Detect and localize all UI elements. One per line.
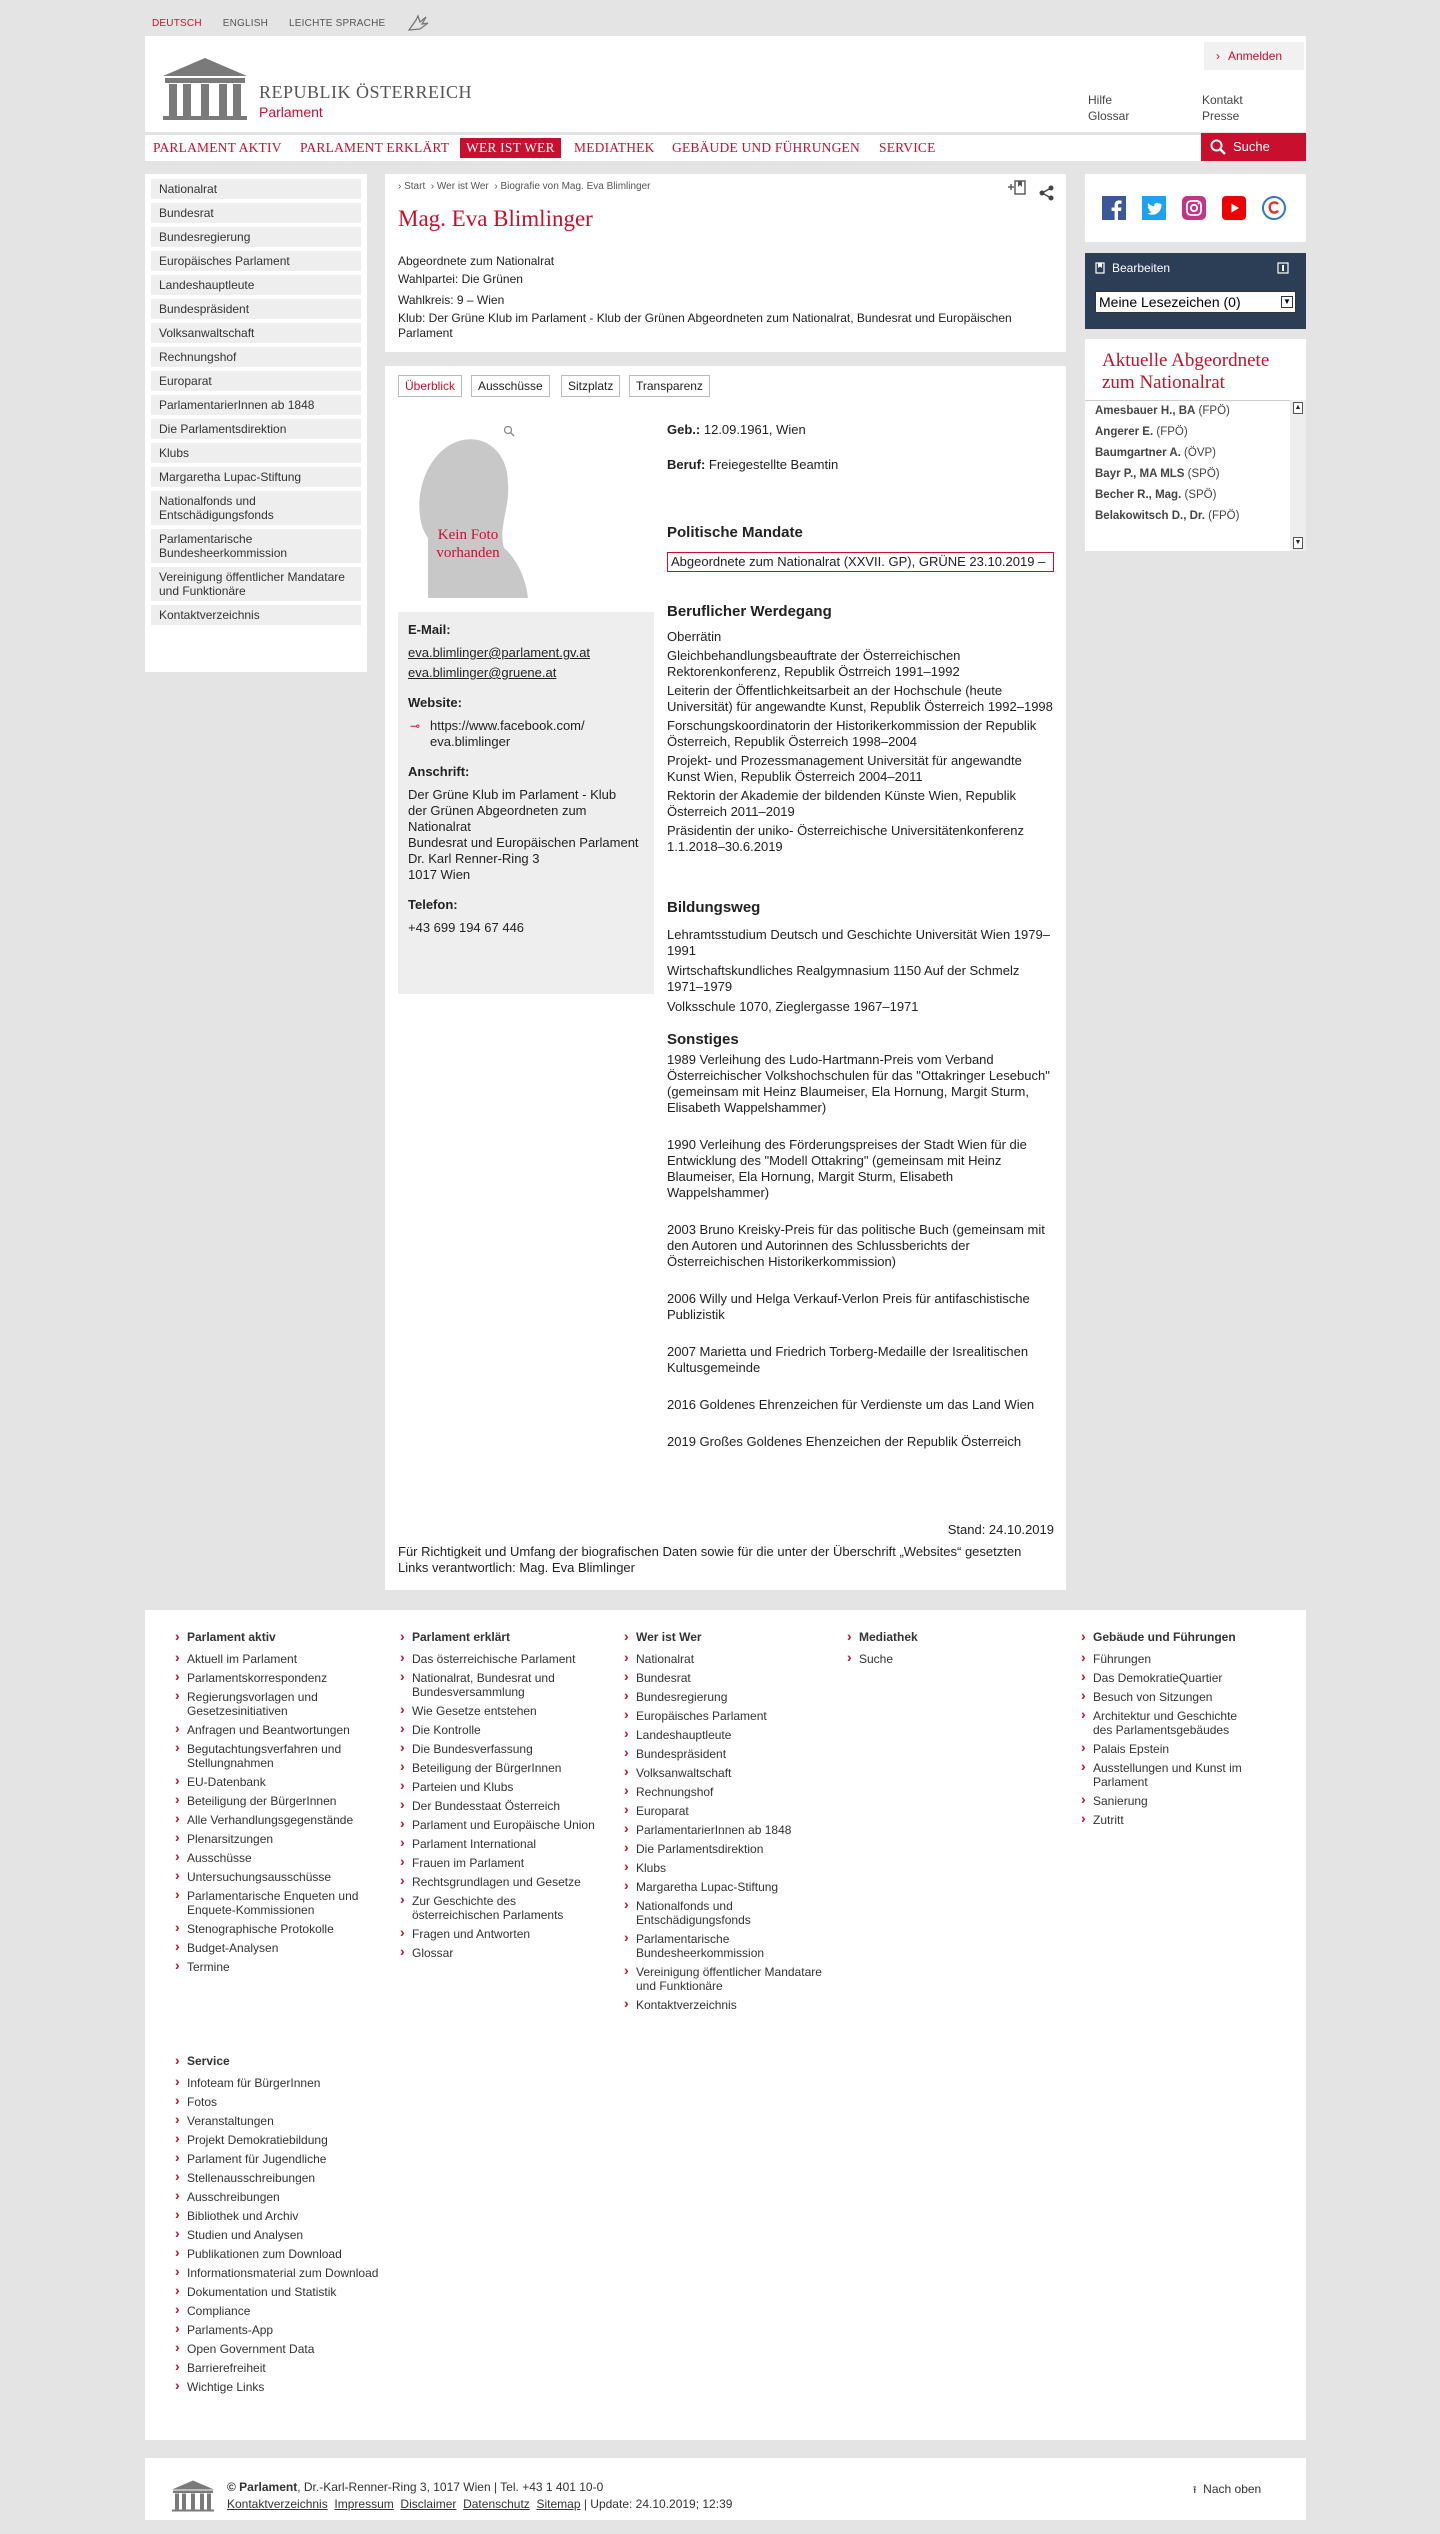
footer-list: [175, 1652, 380, 1974]
footer-link[interactable]: › Parlament International: [400, 1837, 605, 1851]
website-label: Website:: [408, 695, 462, 710]
twitter-icon[interactable]: [1142, 196, 1166, 220]
footer-link[interactable]: › Ausschüsse: [175, 1851, 380, 1865]
sidebar-item[interactable]: Europäisches Parlament: [151, 251, 361, 271]
scroll-up-icon[interactable]: ▲: [1293, 402, 1303, 414]
footer-link[interactable]: › Alle Verhandlungsgegenstände: [175, 1813, 380, 1827]
bottom-link-sitemap[interactable]: Sitemap: [536, 2497, 581, 2511]
brand-title: REPUBLIK ÖSTERREICH: [259, 82, 473, 102]
footer-link[interactable]: › Volksanwaltschaft: [624, 1766, 829, 1780]
sonstiges-item: 1990 Verleihung des Förderungspreises der Stadt Wien für die Entwicklung des "Modell Ottakring" (gemeinsam mit Heinz Blaumeiser, Ela Hornung, Margit Sturm, Elisabeth Wappelshammer): [667, 1137, 1027, 1200]
sidebar-item[interactable]: Die Parlamentsdirektion: [151, 419, 361, 439]
footer-col-mediathek: [847, 1630, 1052, 1671]
footer-link[interactable]: › Beteiligung der BürgerInnen: [400, 1761, 605, 1775]
footer-link[interactable]: › Compliance: [175, 2304, 380, 2318]
footer-link[interactable]: › Rechtsgrundlagen und Gesetze: [400, 1875, 605, 1889]
bildung-item: Lehramtsstudium Deutsch und Geschichte Universität Wien 1979–1991: [667, 927, 1050, 958]
member-item[interactable]: [1085, 422, 1290, 443]
sidebar-item[interactable]: Vereinigung öffentlicher Mandatare und Funktionäre: [151, 567, 361, 601]
bottom-address: [227, 2480, 603, 2494]
birth-label: Geb.:: [667, 422, 701, 437]
lang-english[interactable]: ENGLISH: [222, 17, 269, 29]
footer-link[interactable]: › Regierungsvorlagen und Gesetzesinitiativen: [175, 1690, 380, 1718]
zoom-icon[interactable]: [503, 425, 515, 437]
bottom-link-kontaktverzeichnis[interactable]: Kontaktverzeichnis: [227, 2497, 328, 2511]
bildung-item: Volksschule 1070, Zieglergasse 1967–1971: [667, 999, 919, 1014]
footer-link[interactable]: › Bundespräsident: [624, 1747, 829, 1761]
glossar-link[interactable]: Glossar: [1088, 109, 1130, 123]
sonstiges-item: 2016 Goldenes Ehrenzeichen für Verdienste um das Land Wien: [667, 1397, 1035, 1412]
member-party: (FPÖ): [1198, 405, 1230, 417]
nav-parlament-aktiv[interactable]: PARLAMENT AKTIV: [153, 140, 282, 155]
footer-link[interactable]: › Wichtige Links: [175, 2380, 380, 2394]
search-icon: [1210, 139, 1226, 155]
sidebar-list: [151, 179, 361, 625]
sign-language-icon[interactable]: [406, 14, 430, 32]
footer-heading[interactable]: › Gebäude und Führungen: [1081, 1630, 1256, 1644]
lang-deutsch[interactable]: DEUTSCH: [152, 17, 202, 29]
footer-link[interactable]: › Open Government Data: [175, 2342, 380, 2356]
sidebar-item[interactable]: Klubs: [151, 443, 361, 463]
footer-link[interactable]: › Klubs: [624, 1861, 829, 1875]
member-item[interactable]: [1085, 464, 1290, 485]
bildung-item: Wirtschaftskundliches Realgymnasium 1150 Auf der Schmelz 1971–1979: [667, 963, 1020, 994]
bookmarks-select[interactable]: [1095, 291, 1296, 313]
nav-parlament-erklaert[interactable]: PARLAMENT ERKLÄRT: [300, 140, 450, 155]
footer-link[interactable]: › Margaretha Lupac-Stiftung: [624, 1880, 829, 1894]
birth-info: [667, 422, 1057, 438]
werdegang-item: Gleichbehandlungsbeauftrate der Österreichischen Rektorenkonferenz, Republik Östrreich 1991–1992: [667, 648, 961, 679]
sidebar-item[interactable]: ParlamentarierInnen ab 1848: [151, 395, 361, 415]
edit-toggle-icon[interactable]: [1277, 262, 1289, 274]
footer-link[interactable]: › Barrierefreiheit: [175, 2361, 380, 2375]
member-item[interactable]: [1085, 485, 1290, 506]
hilfe-link[interactable]: Hilfe: [1088, 93, 1113, 107]
footer-col-wer-ist-wer: [624, 1630, 829, 2017]
member-party: (SPÖ): [1184, 489, 1217, 501]
sonstiges-item: 1989 Verleihung des Ludo-Hartmann-Preis vom Verband Österreichischer Volkshochschulen für das "Ottakringer Lesebuch" (gemeinsam mit Heinz Blaumeiser, Ela Hornung, Margit Sturm, Elisabeth Wappelshammer): [667, 1052, 1050, 1115]
presse-link[interactable]: Presse: [1202, 109, 1240, 123]
website-link[interactable]: [408, 718, 618, 750]
footer-link[interactable]: › Termine: [175, 1960, 380, 1974]
sidebar-item[interactable]: Europarat: [151, 371, 361, 391]
person-party: Wahlpartei: Die Grünen: [398, 272, 523, 286]
footer-link[interactable]: › Bibliothek und Archiv: [175, 2209, 380, 2223]
footer-link[interactable]: › Rechnungshof: [624, 1785, 829, 1799]
footer-link[interactable]: › Parteien und Klubs: [400, 1780, 605, 1794]
address-line-3: Dr. Karl Renner-Ring 3: [408, 851, 540, 866]
language-bar: [152, 14, 430, 32]
sidebar-item[interactable]: Kontaktverzeichnis: [151, 605, 361, 625]
external-link-icon: ⊸: [410, 719, 421, 733]
breadcrumb-arrow-icon: ›: [430, 181, 437, 192]
mandate-box: Abgeordnete zum Nationalrat (XXVII. GP), GRÜNE 23.10.2019 –: [667, 552, 1054, 572]
birth-value: 12.09.1961, Wien: [703, 422, 806, 437]
member-item[interactable]: [1085, 506, 1290, 527]
footer-link[interactable]: › Die Kontrolle: [400, 1723, 605, 1737]
footer-link[interactable]: › Stellenausschreibungen: [175, 2171, 380, 2185]
sidebar-item[interactable]: Bundesregierung: [151, 227, 361, 247]
bookmark-icon: [1095, 262, 1105, 274]
footer-heading[interactable]: › Parlament aktiv: [175, 1630, 380, 1644]
login-button[interactable]: [1204, 42, 1304, 70]
search-label: Suche: [1233, 139, 1270, 154]
footer-link[interactable]: › ParlamentarierInnen ab 1848: [624, 1823, 829, 1837]
footer-link[interactable]: › Architektur und Geschichte des Parlamentsgebäudes: [1081, 1709, 1256, 1737]
facebook-icon[interactable]: [1102, 196, 1126, 220]
parliament-small-logo-icon: [170, 2478, 216, 2512]
footer-link[interactable]: › Fotos: [175, 2095, 380, 2109]
footer-link[interactable]: › Bundesrat: [624, 1671, 829, 1685]
footer-col-service: [175, 2054, 380, 2399]
footer-link[interactable]: › Suche: [847, 1652, 1052, 1666]
section-sonstiges: Sonstiges: [667, 1031, 739, 1048]
sidebar-item[interactable]: Nationalrat: [151, 179, 361, 199]
share-icon[interactable]: [1039, 185, 1055, 201]
back-to-top-label: Nach oben: [1203, 2482, 1262, 2496]
sonstiges-item: 2006 Willy und Helga Verkauf-Verlon Preis für antifaschistische Publizistik: [667, 1291, 1030, 1322]
footer-link[interactable]: › Parlamentarische Enqueten und Enquete-Kommissionen: [175, 1889, 380, 1917]
footer-link[interactable]: › Begutachtungsverfahren und Stellungnahmen: [175, 1742, 380, 1770]
header-links-left: [1088, 92, 1129, 124]
sidebar-item[interactable]: Margaretha Lupac-Stiftung: [151, 467, 361, 487]
breadcrumb-wer-ist-wer[interactable]: Wer ist Wer: [436, 181, 489, 192]
person-district: Wahlkreis: 9 – Wien: [398, 293, 505, 307]
footer-link[interactable]: › Glossar: [400, 1946, 605, 1960]
bookmark-add-icon[interactable]: [1007, 180, 1027, 196]
address-line-4: 1017 Wien: [408, 867, 471, 882]
footer-list: [400, 1652, 605, 1960]
email-label: E-Mail:: [408, 622, 451, 637]
footer-link[interactable]: › Das DemokratieQuartier: [1081, 1671, 1256, 1685]
footer-link[interactable]: › Parlament für Jugendliche: [175, 2152, 380, 2166]
main-navigation: [145, 133, 1306, 161]
brand-subtitle: Parlament: [259, 104, 323, 120]
footer-link[interactable]: › Zutritt: [1081, 1813, 1256, 1827]
telefon-value: +43 699 194 67 446: [408, 920, 525, 935]
contact-box: [398, 612, 654, 994]
footer-link[interactable]: › Plenarsitzungen: [175, 1832, 380, 1846]
tab-transparenz[interactable]: Transparenz: [629, 375, 710, 397]
sidebar-item[interactable]: Volksanwaltschaft: [151, 323, 361, 343]
footer-link[interactable]: › Aktuell im Parlament: [175, 1652, 380, 1666]
podcast-icon[interactable]: [1262, 196, 1286, 220]
footer-link[interactable]: › Nationalrat: [624, 1652, 829, 1666]
aktuelle-abgeordnete-title: Aktuelle Abgeordnete zum Nationalrat: [1102, 350, 1270, 393]
footer-link[interactable]: › EU-Datenbank: [175, 1775, 380, 1789]
footer-link[interactable]: › Kontaktverzeichnis: [624, 1998, 829, 2012]
profession-label: Beruf:: [667, 457, 706, 472]
footer-link[interactable]: › Frauen im Parlament: [400, 1856, 605, 1870]
member-party: (ÖVP): [1184, 447, 1216, 459]
member-name: Belakowitsch D., Dr.: [1095, 510, 1205, 522]
section-politische-mandate: Politische Mandate: [667, 524, 803, 541]
member-name: Becher R., Mag.: [1095, 489, 1182, 501]
sidebar: [145, 174, 367, 672]
person-silhouette-icon: [408, 428, 528, 598]
footer-link[interactable]: › Projekt Demokratiebildung: [175, 2133, 380, 2147]
address-line-1: Der Grüne Klub im Parlament - Klub der Grünen Abgeordneten zum Nationalrat: [408, 787, 617, 834]
member-item[interactable]: [1085, 443, 1290, 464]
breadcrumb-current: Biografie von Mag. Eva Blimlinger: [500, 181, 651, 192]
page-title: Mag. Eva Blimlinger: [398, 206, 593, 231]
sidebar-item[interactable]: Bundespräsident: [151, 299, 361, 319]
footer-link[interactable]: › Landeshauptleute: [624, 1728, 829, 1742]
youtube-icon[interactable]: [1222, 196, 1246, 220]
werdegang-item: Projekt- und Prozessmanagement Universität für angewandte Kunst Wien, Republik Österreich 2004–2011: [667, 753, 1022, 784]
member-item[interactable]: [1085, 401, 1290, 422]
footer-list: [624, 1652, 829, 2012]
footer-link[interactable]: › Beteiligung der BürgerInnen: [175, 1794, 380, 1808]
bottom-update: | Update: 24.10.2019; 12:39: [583, 2497, 733, 2511]
footer-link[interactable]: › Vereinigung öffentlicher Mandatare und Funktionäre: [624, 1965, 829, 1993]
footer-link[interactable]: › Publikationen zum Download: [175, 2247, 380, 2261]
disclaimer-text: Für Richtigkeit und Umfang der biografischen Daten sowie für die unter der Überschrift „Websites“ gesetzten Links verantwortlich: Mag. Eva Blimlinger: [398, 1544, 1022, 1575]
footer-link[interactable]: › Parlamentarische Bundesheerkommission: [624, 1932, 829, 1960]
instagram-icon[interactable]: [1182, 196, 1206, 220]
member-party: (FPÖ): [1156, 426, 1188, 438]
footer-list: [175, 2076, 380, 2394]
bottom-link-datenschutz[interactable]: Datenschutz: [463, 2497, 530, 2511]
werdegang-item: Rektorin der Akademie der bildenden Künste Wien, Republik Österreich 2011–2019: [667, 788, 1017, 819]
footer-link[interactable]: › Die Parlamentsdirektion: [624, 1842, 829, 1856]
footer-link[interactable]: › Dokumentation und Statistik: [175, 2285, 380, 2299]
member-party: (FPÖ): [1208, 510, 1240, 522]
footer-col-gebaeude: [1081, 1630, 1256, 1832]
person-role: Abgeordnete zum Nationalrat: [398, 254, 555, 268]
footer-link[interactable]: › Führungen: [1081, 1652, 1256, 1666]
tab-ueberblick[interactable]: Überblick: [398, 375, 462, 397]
sonstiges-item: 2019 Großes Goldenes Ehenzeichen der Republik Österreich: [667, 1434, 1022, 1449]
tab-sitzplatz[interactable]: Sitzplatz: [561, 375, 620, 397]
nav-mediathek[interactable]: MEDIATHEK: [574, 140, 655, 155]
email-link-2[interactable]: eva.blimlinger@gruene.at: [408, 665, 557, 680]
werdegang-item: Forschungskoordinatorin der Historikerkommission der Republik Österreich, Republik Österreich 1998–2004: [667, 718, 1037, 749]
sidebar-item[interactable]: Parlamentarische Bundesheerkommission: [151, 529, 361, 563]
footer-link[interactable]: › Der Bundesstaat Österreich: [400, 1799, 605, 1813]
member-name: Amesbauer H., BA: [1095, 405, 1196, 417]
footer-link[interactable]: › Parlamentskorrespondenz: [175, 1671, 380, 1685]
arrow-up-icon: ⭱: [1193, 2485, 1197, 2496]
nav-service[interactable]: SERVICE: [879, 140, 936, 155]
bookmark-panel: [1085, 253, 1306, 329]
breadcrumb-arrow-icon: ›: [494, 181, 501, 192]
footer-link[interactable]: › Fragen und Antworten: [400, 1927, 605, 1941]
footer-link[interactable]: › Bundesregierung: [624, 1690, 829, 1704]
footer-heading[interactable]: › Parlament erklärt: [400, 1630, 605, 1644]
footer-link[interactable]: › Europarat: [624, 1804, 829, 1818]
address-label: Anschrift:: [408, 764, 470, 779]
chevron-right-icon: ›: [1216, 49, 1220, 63]
bildung-list: [667, 927, 1057, 1019]
sonstiges-list: [667, 1052, 1057, 1471]
sidebar-item[interactable]: Landeshauptleute: [151, 275, 361, 295]
footer-list: [847, 1652, 1052, 1666]
footer-link[interactable]: › Ausstellungen und Kunst im Parlament: [1081, 1761, 1256, 1789]
kontakt-link[interactable]: Kontakt: [1202, 93, 1243, 107]
telefon-label: Telefon:: [408, 897, 458, 912]
bottom-link-disclaimer[interactable]: Disclaimer: [400, 2497, 457, 2511]
footer-link[interactable]: › Budget-Analysen: [175, 1941, 380, 1955]
footer-link[interactable]: › Besuch von Sitzungen: [1081, 1690, 1256, 1704]
members-list: [1085, 400, 1290, 551]
bookmarks-select-value: Meine Lesezeichen (0): [1099, 294, 1241, 310]
breadcrumb-start[interactable]: Start: [404, 181, 426, 192]
footer-heading[interactable]: › Mediathek: [847, 1630, 1052, 1644]
footer-link[interactable]: › Sanierung: [1081, 1794, 1256, 1808]
footer-link[interactable]: › Infoteam für BürgerInnen: [175, 2076, 380, 2090]
social-media-panel: [1085, 174, 1306, 242]
login-label: Anmelden: [1228, 49, 1283, 63]
edit-label[interactable]: Bearbeiten: [1112, 261, 1171, 275]
footer-link[interactable]: › Parlament und Europäische Union: [400, 1818, 605, 1832]
footer-link[interactable]: › Informationsmaterial zum Download: [175, 2266, 380, 2280]
chevron-down-icon: ▼: [1281, 296, 1293, 308]
nav-gebaeude-fuehrungen[interactable]: GEBÄUDE UND FÜHRUNGEN: [672, 140, 860, 155]
footer-link[interactable]: › Studien und Analysen: [175, 2228, 380, 2242]
footer-link[interactable]: › Anfragen und Beantwortungen: [175, 1723, 380, 1737]
footer-link[interactable]: › Palais Epstein: [1081, 1742, 1256, 1756]
scroll-down-icon[interactable]: ▼: [1293, 537, 1303, 549]
member-name: Baumgartner A.: [1095, 447, 1181, 459]
address-line-2: Bundesrat und Europäischen Parlament: [408, 835, 639, 850]
parliament-logo[interactable]: [159, 54, 251, 123]
footer-link[interactable]: › Nationalfonds und Entschädigungsfonds: [624, 1899, 829, 1927]
back-to-top-link[interactable]: [1193, 2482, 1261, 2500]
sidebar-item[interactable]: Nationalfonds und Entschädigungsfonds: [151, 491, 361, 525]
parliament-building-icon: [159, 54, 251, 120]
profession-value: Freiegestellte Beamtin: [708, 457, 839, 472]
tab-ausschuesse[interactable]: Ausschüsse: [471, 375, 550, 397]
footer-link[interactable]: › Europäisches Parlament: [624, 1709, 829, 1723]
footer-link[interactable]: › Untersuchungsausschüsse: [175, 1870, 380, 1884]
photo-placeholder: [408, 428, 528, 598]
footer-link[interactable]: › Das österreichische Parlament: [400, 1652, 605, 1666]
members-scrollbar[interactable]: [1290, 400, 1306, 551]
search-button[interactable]: [1201, 133, 1306, 161]
bottom-address-text: , Dr.-Karl-Renner-Ring 3, 1017 Wien | Tel. +43 1 401 10-0: [297, 2480, 604, 2494]
footer-heading[interactable]: › Service: [175, 2054, 380, 2068]
no-photo-text: Kein Foto vorhanden: [436, 527, 500, 561]
section-bildungsweg: Bildungsweg: [667, 899, 761, 916]
sonstiges-item: 2003 Bruno Kreisky-Preis für das politische Buch (gemeinsam mit den Autoren und Autorinnen des Schlussberichts der Österreichischen Historikerkommission): [667, 1222, 1045, 1269]
footer-link[interactable]: › Die Bundesverfassung: [400, 1742, 605, 1756]
footer-link[interactable]: › Veranstaltungen: [175, 2114, 380, 2128]
aktuelle-abgeordnete-panel: [1085, 339, 1306, 551]
footer-col-parlament-aktiv: [175, 1630, 380, 1979]
bottom-links: [227, 2497, 732, 2511]
header-links-right: [1202, 92, 1243, 124]
werdegang-item: Oberrätin: [667, 629, 722, 644]
werdegang-item: Leiterin der Öffentlichkeitsarbeit an der Hochschule (heute Universität) für angewandte Kunst, Republik Österreich 1992–1998: [667, 683, 1053, 714]
footer-link[interactable]: › Parlaments-App: [175, 2323, 380, 2337]
footer-col-parlament-erklaert: [400, 1630, 605, 1965]
bottom-link-impressum[interactable]: Impressum: [334, 2497, 394, 2511]
member-name: Bayr P., MA MLS: [1095, 468, 1185, 480]
person-club: Klub: Der Grüne Klub im Parlament - Klub der Grünen Abgeordneten zum Nationalrat, Bundesrat und Europäischen Parlament: [398, 311, 1012, 340]
nav-wer-ist-wer[interactable]: WER IST WER: [460, 138, 561, 158]
breadcrumb: [398, 181, 651, 192]
sonstiges-item: 2007 Marietta und Friedrich Torberg-Medaille der Isrealitischen Kultusgemeinde: [667, 1344, 1029, 1375]
footer-link[interactable]: › Wie Gesetze entstehen: [400, 1704, 605, 1718]
profession-info: [667, 457, 1057, 473]
footer-link[interactable]: › Ausschreibungen: [175, 2190, 380, 2204]
footer-list: [1081, 1652, 1256, 1827]
footer-link[interactable]: › Zur Geschichte des österreichischen Parlaments: [400, 1894, 605, 1922]
member-party: (SPÖ): [1187, 468, 1220, 480]
member-name: Angerer E.: [1095, 426, 1154, 438]
section-beruflicher-werdegang: Beruflicher Werdegang: [667, 603, 832, 620]
werdegang-item: Präsidentin der uniko- Österreichische Universitätenkonferenz 1.1.2018–30.6.2019: [667, 823, 1024, 854]
email-link-1[interactable]: eva.blimlinger@parlament.gv.at: [408, 645, 591, 660]
lang-leichte-sprache[interactable]: LEICHTE SPRACHE: [289, 17, 386, 29]
sidebar-item[interactable]: Bundesrat: [151, 203, 361, 223]
bottom-org: © Parlament: [227, 2480, 298, 2494]
stand-date: Stand: 24.10.2019: [947, 1522, 1054, 1537]
breadcrumb-arrow-icon: ›: [398, 181, 405, 192]
werdegang-list: [667, 629, 1057, 858]
website-url: https://www.facebook.com/ eva.blimlinger: [430, 718, 585, 749]
footer-link[interactable]: › Nationalrat, Bundesrat und Bundesversammlung: [400, 1671, 605, 1699]
sidebar-item[interactable]: Rechnungshof: [151, 347, 361, 367]
footer-link[interactable]: › Stenographische Protokolle: [175, 1922, 380, 1936]
footer-heading[interactable]: › Wer ist Wer: [624, 1630, 829, 1644]
